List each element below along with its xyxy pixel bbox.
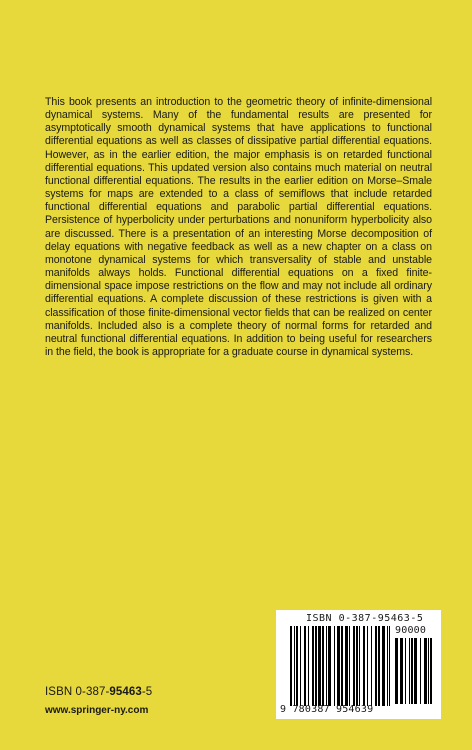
isbn-prefix: ISBN 0-387- — [45, 686, 110, 698]
barcode-addon-text: 90000 — [395, 625, 427, 636]
barcode-digits: 9 780387 954639 — [280, 704, 374, 715]
barcode-isbn-text: ISBN 0-387-95463-5 — [306, 613, 424, 624]
isbn-bold-part: 95463 — [109, 686, 142, 698]
barcode-addon-bars — [395, 638, 435, 704]
isbn-label — [45, 686, 152, 698]
publisher-url: www.springer-ny.com — [45, 705, 149, 716]
barcode — [276, 610, 441, 719]
book-description: This book presents an introduction to the geometric theory of infinite-dimensional dynamical systems. Many of the fundamental results are presented for asymptotically smooth dynamical systems that have applications to functional differential equations as well as classes of dissipative partial differential equations. However, as in the earlier edition, the major emphasis is on retarded functional differential equations. This updated version also contains much material on neutral functional differential equations. The results in the earlier edition on Morse–Smale systems for maps are extended to a class of semiflows that include retarded functional differential equations and parabolic partial differential equations. Persistence of hyperbolicity under perturbations and nonuniform hyperbolicity also are discussed. There is a presentation of an interesting Morse decomposition of delay equations with negative feedback as well as a new chapter on a class on monotone dynamical systems for which transversality of stable and unstable manifolds always holds. Functional differential equations on a fixed finite-dimensional space impose restrictions on the flow and may not include all ordinary differential equations. A complete discussion of these restrictions is given with a classification of those finite-dimensional vector fields that can be realized on center manifolds. Included also is a complete theory of normal forms for retarded and neutral functional differential equations. In addition to being useful for researchers in the field, the book is appropriate for a graduate course in dynamical systems. — [45, 96, 432, 358]
barcode-bars — [290, 626, 390, 706]
isbn-suffix: -5 — [141, 686, 153, 698]
